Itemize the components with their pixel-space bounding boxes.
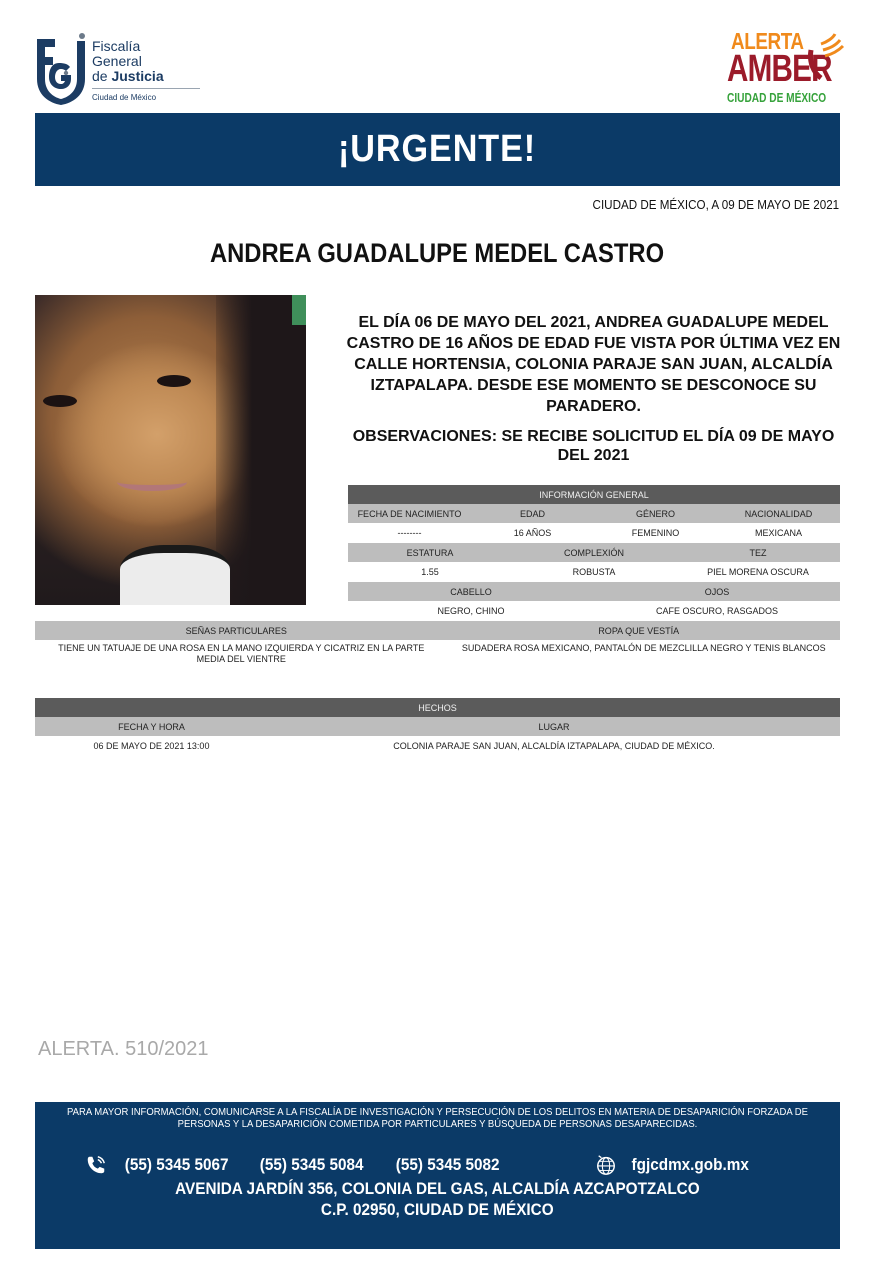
label-gender: GÉNERO xyxy=(635,508,675,519)
phone-icon xyxy=(85,1154,107,1176)
label-build: COMPLEXIÓN xyxy=(563,547,624,558)
facts-header xyxy=(35,698,840,717)
address-line2-text: C.P. 02950, CIUDAD DE MÉXICO xyxy=(321,1200,554,1219)
general-info-labels-row1 xyxy=(348,504,840,523)
website-link[interactable]: fgjcdmx.gob.mx xyxy=(631,1155,749,1174)
photo-eye-right xyxy=(157,375,191,387)
missing-person-photo xyxy=(35,295,306,605)
value-build: ROBUSTA xyxy=(572,567,616,577)
urgent-title: ¡URGENTE! xyxy=(338,128,537,170)
label-hair: CABELLO xyxy=(450,586,492,597)
label-clothing: ROPA QUE VESTÍA xyxy=(598,625,680,636)
value-height: 1.55 xyxy=(421,567,439,577)
value-eyes: CAFE OSCURO, RASGADOS xyxy=(655,606,779,616)
facts-title: HECHOS xyxy=(418,702,457,713)
value-distinguishing-marks: TIENE UN TATUAJE DE UNA ROSA EN LA MANO IZQUIERDA Y CICATRIZ EN LA PARTE MEDIA DEL VIENTRE xyxy=(58,643,425,664)
photo-hair xyxy=(216,295,306,605)
urgent-banner xyxy=(35,113,840,186)
label-nationality: NACIONALIDAD xyxy=(744,508,813,519)
label-age: EDAD xyxy=(519,508,545,519)
fgj-city: Ciudad de México xyxy=(92,93,157,102)
value-age: 16 AÑOS xyxy=(513,528,552,538)
label-birthdate: FECHA DE NACIMIENTO xyxy=(357,508,462,519)
photo-background xyxy=(292,295,306,325)
value-clothing: SUDADERA ROSA MEXICANO, PANTALÓN DE MEZCLILLA NEGRO Y TENIS BLANCOS xyxy=(461,643,826,653)
general-info-table xyxy=(348,485,840,621)
person-name-text: ANDREA GUADALUPE MEDEL CASTRO xyxy=(210,238,665,268)
photo-shirt xyxy=(120,545,230,605)
address-line2 xyxy=(35,1200,840,1220)
footer-info-text: PARA MAYOR INFORMACIÓN, COMUNICARSE A LA FISCALÍA DE INVESTIGACIÓN Y PERSECUCIÓN DE LOS DELITOS EN MATERIA DE DESAPARICIÓN FORZADA DE PERSONAS Y LA DESAPARICIÓN COMETIDA POR PARTICULARES Y BÚSQUEDA DE PERSONAS DESAPARECIDAS. xyxy=(67,1107,808,1130)
general-info-values-row2 xyxy=(348,562,840,582)
facts-labels xyxy=(35,717,840,736)
photo-mouth xyxy=(117,473,187,491)
alerta-amber-logo xyxy=(725,28,845,110)
general-info-values-row1 xyxy=(348,523,840,543)
fgj-divider xyxy=(92,88,200,89)
phone-number-1[interactable]: (55) 5345 5067 xyxy=(124,1155,229,1174)
label-eyes: OJOS xyxy=(704,586,730,597)
value-gender: FEMENINO xyxy=(631,528,680,538)
alert-number: ALERTA. 510/2021 xyxy=(38,1038,209,1060)
fgj-line3-bold: Justicia xyxy=(111,68,164,84)
general-info-title: INFORMACIÓN GENERAL xyxy=(539,489,649,500)
value-hair: NEGRO, CHINO xyxy=(437,606,505,616)
value-date-time: 06 DE MAYO DE 2021 13:00 xyxy=(93,741,210,751)
value-nationality: MEXICANA xyxy=(754,528,802,538)
particulars-labels xyxy=(35,621,840,640)
amber-amber-text: AMBER xyxy=(727,48,832,90)
amber-alerta-text: ALERTA xyxy=(731,28,804,54)
amber-signal-icon xyxy=(807,30,847,80)
fgj-line2: General xyxy=(92,53,142,69)
fgj-name xyxy=(92,39,164,84)
general-info-labels-row3 xyxy=(348,582,840,601)
value-birthdate: -------- xyxy=(397,528,422,538)
value-complexion: PIEL MORENA OSCURA xyxy=(707,567,809,577)
globe-icon xyxy=(595,1154,617,1176)
case-description: EL DÍA 06 DE MAYO DEL 2021, ANDREA GUADALUPE MEDEL CASTRO DE 16 AÑOS DE EDAD FUE VISTA POR ÚLTIMA VEZ EN CALLE HORTENSIA, COLONIA PARAJE SAN JUAN, ALCALDÍA IZTAPALAPA. DESDE ESE MOMENTO SE DESCONOCE SU PARADERO. xyxy=(346,314,841,415)
fgj-shield-icon xyxy=(35,33,87,105)
facts-table xyxy=(35,698,840,756)
phone-list xyxy=(85,1154,505,1176)
label-complexion: TEZ xyxy=(749,547,767,558)
address-line1 xyxy=(35,1179,840,1199)
label-distinguishing-marks: SEÑAS PARTICULARES xyxy=(185,625,287,636)
case-observations: OBSERVACIONES: SE RECIBE SOLICITUD EL DÍA 09 DE MAYO DEL 2021 xyxy=(352,428,835,464)
amber-city-text: CIUDAD DE MÉXICO xyxy=(727,90,827,105)
label-date-time: FECHA Y HORA xyxy=(118,721,185,732)
phone-number-2[interactable]: (55) 5345 5084 xyxy=(260,1155,364,1174)
fgj-line1: Fiscalía xyxy=(92,38,141,54)
photo-eye-left xyxy=(43,395,77,407)
general-info-header xyxy=(348,485,840,504)
facts-values xyxy=(35,736,840,756)
value-place: COLONIA PARAJE SAN JUAN, ALCALDÍA IZTAPALAPA, CIUDAD DE MÉXICO. xyxy=(393,741,715,751)
general-info-labels-row2 xyxy=(348,543,840,562)
general-info-values-row3 xyxy=(348,601,840,621)
particulars-table xyxy=(35,621,840,684)
label-place: LUGAR xyxy=(538,721,570,732)
label-height: ESTATURA xyxy=(406,547,454,558)
fgj-line3-prefix: de xyxy=(92,68,112,84)
address-line1-text: AVENIDA JARDÍN 356, COLONIA DEL GAS, ALCALDÍA AZCAPOTZALCO xyxy=(175,1179,700,1198)
fgj-logo xyxy=(35,33,175,108)
phone-number-3[interactable]: (55) 5345 5082 xyxy=(395,1155,500,1174)
date-line: CIUDAD DE MÉXICO, A 09 DE MAYO DE 2021 xyxy=(592,198,839,212)
contact-footer xyxy=(35,1102,840,1249)
person-name xyxy=(0,238,875,269)
particulars-values xyxy=(35,640,840,684)
website xyxy=(595,1154,755,1176)
